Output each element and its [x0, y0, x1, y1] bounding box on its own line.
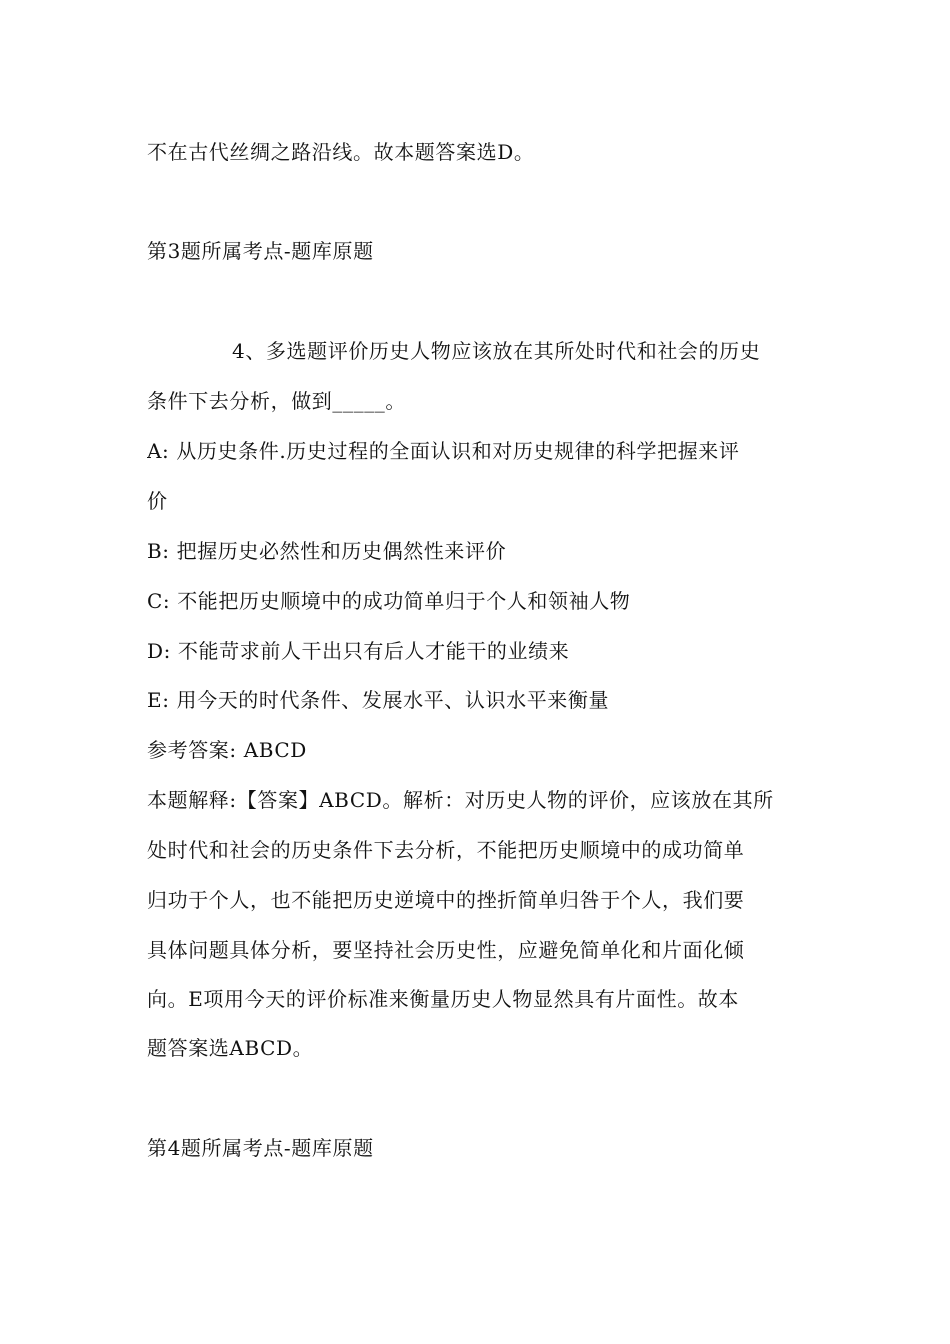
question-4-stem-line-2: 条件下去分析，做到_____。: [147, 389, 406, 413]
option-a-line-2: 价: [147, 489, 168, 513]
explanation-line-3: 归功于个人，也不能把历史逆境中的挫折简单归咎于个人，我们要: [147, 888, 745, 912]
option-e: E: 用今天的时代条件、发展水平、认识水平来衡量: [147, 688, 610, 712]
option-d: D: 不能苛求前人干出只有后人才能干的业绩来: [147, 639, 570, 663]
previous-explanation-tail: 不在古代丝绸之路沿线。故本题答案选D。: [147, 140, 535, 164]
reference-answer: 参考答案: ABCD: [147, 738, 307, 762]
explanation-line-4: 具体问题具体分析，要坚持社会历史性，应避免简单化和片面化倾: [147, 938, 745, 962]
explanation-line-6: 题答案选ABCD。: [147, 1036, 314, 1060]
question-3-topic: 第3题所属考点-题库原题: [147, 239, 374, 263]
explanation-line-1: 本题解释:【答案】ABCD。解析：对历史人物的评价，应该放在其所: [147, 788, 774, 812]
option-b: B: 把握历史必然性和历史偶然性来评价: [147, 539, 507, 563]
question-4-stem-line-1: 4、多选题评价历史人物应该放在其所处时代和社会的历史: [232, 339, 761, 363]
explanation-line-2: 处时代和社会的历史条件下去分析，不能把历史顺境中的成功简单: [147, 838, 745, 862]
question-4-topic: 第4题所属考点-题库原题: [147, 1136, 374, 1160]
explanation-line-5: 向。E项用今天的评价标准来衡量历史人物显然具有片面性。故本: [147, 987, 739, 1011]
option-c: C: 不能把历史顺境中的成功简单归于个人和领袖人物: [147, 589, 631, 613]
option-a-line-1: A: 从历史条件.历史过程的全面认识和对历史规律的科学把握来评: [147, 439, 740, 463]
